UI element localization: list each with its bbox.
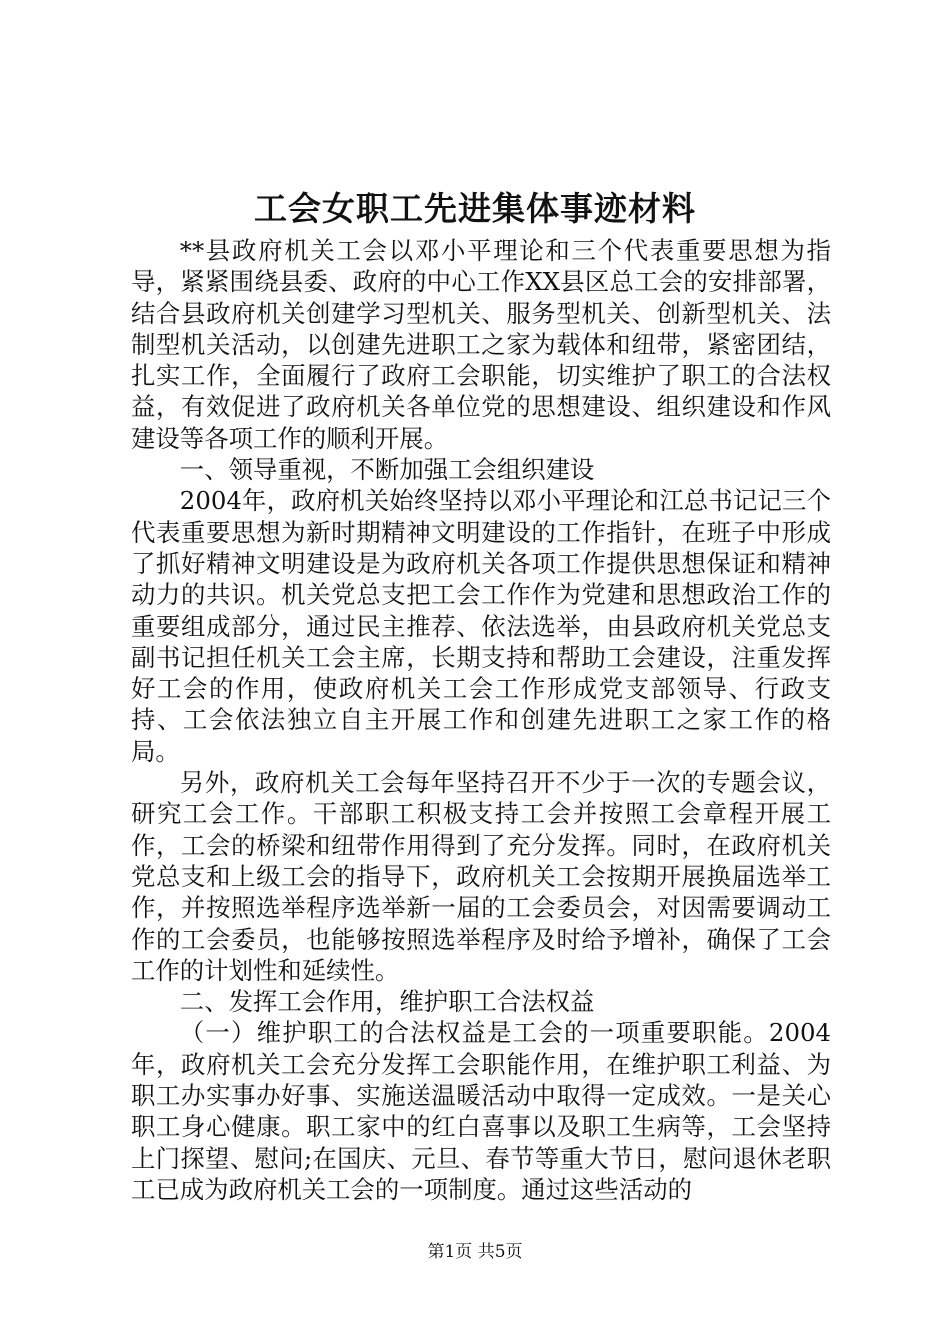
paragraph-section-1-continued: 另外，政府机关工会每年坚持召开不少于一次的专题会议，研究工会工作。干部职工积极支持工会并按照工会章程开展工作，工会的桥梁和纽带作用得到了充分发挥。同时，在政府机关党总支和上级工会的指导下，政府机关工会按期开展换届选举工作，并按照选举程序选举新一届的工会委员会，对因需要调动工作的工会委员，也能够按照选举程序及时给予增补，确保了工会工作的计划性和延续性。: [131, 768, 831, 985]
document-title: 工会女职工先进集体事迹材料: [254, 189, 696, 228]
page-number-footer: 第1页 共5页: [427, 1242, 523, 1262]
document-body: [131, 235, 831, 1205]
section-heading-2: 二、发挥工会作用，维护职工合法权益: [179, 987, 595, 1017]
section-heading-1: 一、领导重视，不断加强工会组织建设: [179, 455, 595, 485]
paragraph-intro: **县政府机关工会以邓小平理论和三个代表重要思想为指导，紧紧围绕县委、政府的中心工作XX县区总工会的安排部署，结合县政府机关创建学习型机关、服务型机关、创新型机关、法制型机关活动，以创建先进职工之家为载体和纽带，紧密团结，扎实工作，全面履行了政府工会职能，切实维护了职工的合法权益，有效促进了政府机关各单位党的思想建设、组织建设和作风建设等各项工作的顺利开展。: [131, 236, 831, 453]
paragraph-section-1: 2004年，政府机关始终坚持以邓小平理论和江总书记记三个代表重要思想为新时期精神文明建设的工作指针，在班子中形成了抓好精神文明建设是为政府机关各项工作提供思想保证和精神动力的共识。机关党总支把工会工作作为党建和思想政治工作的重要组成部分，通过民主推荐、依法选举，由县政府机关党总支副书记担任机关工会主席，长期支持和帮助工会建设，注重发挥好工会的作用，使政府机关工会工作形成党支部领导、行政支持、工会依法独立自主开展工作和创建先进职工之家工作的格局。: [131, 486, 831, 766]
paragraph-section-2: （一）维护职工的合法权益是工会的一项重要职能。2004年，政府机关工会充分发挥工会职能作用，在维护职工利益、为职工办实事办好事、实施送温暖活动中取得一定成效。一是关心职工身心健康。职工家中的红白喜事以及职工生病等，工会坚持上门探望、慰问;在国庆、元旦、春节等重大节日，慰问退休老职工已成为政府机关工会的一项制度。通过这些活动的: [131, 1018, 831, 1204]
